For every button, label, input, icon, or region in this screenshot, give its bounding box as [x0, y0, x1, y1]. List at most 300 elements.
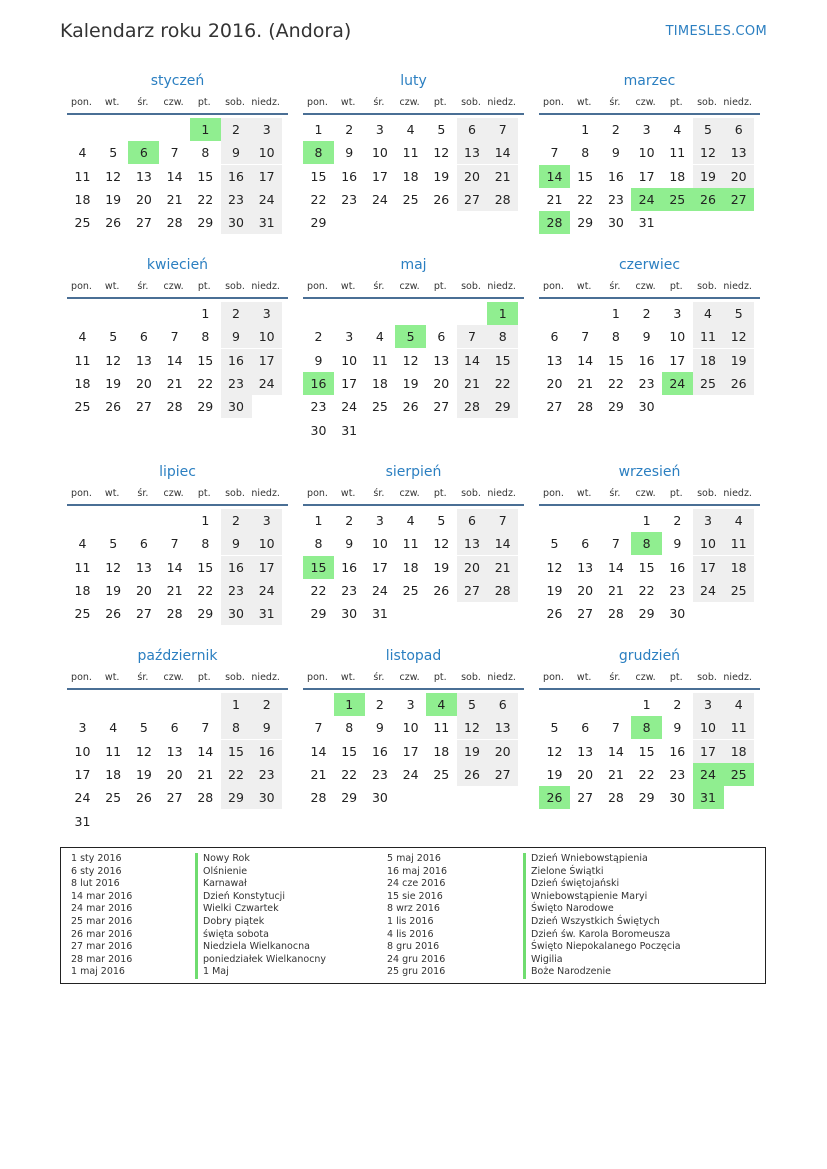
day-cell: 15	[197, 559, 214, 575]
day-cell: 7	[170, 145, 179, 161]
day-cell: 11	[723, 716, 754, 739]
day-cell: 31	[251, 602, 282, 625]
weekday-header: sob.	[461, 672, 481, 683]
day-cell: 15	[638, 743, 655, 759]
day-cell: 13	[546, 352, 563, 368]
weekday-header: niedz.	[251, 97, 280, 108]
legend-date: 27 mar 2016	[71, 941, 133, 953]
day-cell: 28	[197, 790, 214, 806]
day-cell: 26	[433, 191, 450, 207]
day-cell: 13	[577, 559, 594, 575]
day-cell: 26	[723, 372, 754, 395]
day-cell: 29	[197, 399, 214, 415]
day-cell: 13	[135, 559, 152, 575]
day-cell: 9	[221, 532, 252, 555]
month-name: listopad	[385, 648, 442, 664]
weekday-header: pon.	[71, 672, 92, 683]
legend-holiday-name: Boże Narodzenie	[523, 966, 681, 979]
weekday-header: pon.	[71, 97, 92, 108]
day-cell: 13	[135, 352, 152, 368]
legend-date: 24 cze 2016	[387, 878, 446, 890]
legend-holiday-name: Wielki Czwartek	[195, 903, 326, 916]
day-cell: 22	[638, 582, 655, 598]
header-rule	[539, 113, 760, 115]
day-cell: 31	[251, 211, 282, 234]
legend-date: 25 gru 2016	[387, 966, 446, 978]
day-cell: 29	[310, 606, 327, 622]
day-cell: 9	[314, 352, 323, 368]
day-cell: 6	[139, 329, 148, 345]
legend-names-left	[195, 853, 326, 979]
day-cell: 27	[166, 790, 183, 806]
day-cell: 28	[607, 606, 624, 622]
holiday-day-cell: 1	[487, 302, 518, 325]
day-cell: 17	[371, 559, 388, 575]
day-cell: 8	[487, 325, 518, 348]
weekday-header: pt.	[433, 672, 447, 683]
day-cell: 17	[341, 375, 358, 391]
day-cell: 3	[642, 122, 651, 137]
day-cell: 4	[109, 720, 118, 736]
legend-date: 8 wrz 2016	[387, 903, 440, 915]
legend-names-right	[523, 853, 681, 979]
day-cell: 18	[74, 582, 91, 598]
day-cell: 15	[197, 352, 214, 368]
day-cell: 10	[341, 352, 358, 368]
day-cell: 2	[642, 306, 651, 321]
weekday-header: pon.	[307, 281, 328, 292]
day-cell: 10	[638, 145, 655, 161]
day-cell: 30	[607, 215, 624, 231]
day-cell: 22	[577, 191, 594, 207]
day-cell: 19	[105, 375, 122, 391]
legend-holiday-name: 1 Maj	[195, 966, 326, 979]
legend-dates-right	[387, 853, 447, 979]
day-cell: 18	[693, 349, 724, 372]
day-cell: 19	[105, 191, 122, 207]
header-rule	[67, 504, 288, 506]
weekday-header: niedz.	[723, 488, 752, 499]
legend-date: 15 sie 2016	[387, 890, 443, 902]
day-cell: 26	[135, 790, 152, 806]
day-cell: 31	[638, 215, 655, 231]
holiday-day-cell: 28	[539, 211, 570, 234]
day-cell: 21	[457, 372, 488, 395]
day-cell: 16	[607, 168, 624, 184]
day-cell: 19	[693, 165, 724, 188]
day-cell: 18	[105, 766, 122, 782]
day-cell: 18	[669, 168, 686, 184]
day-cell: 4	[723, 509, 754, 532]
legend-holiday-name: Dzień świętojański	[523, 878, 681, 891]
day-cell: 1	[642, 513, 651, 528]
day-cell: 7	[457, 325, 488, 348]
legend-date: 28 mar 2016	[71, 953, 133, 965]
day-cell: 4	[693, 302, 724, 325]
day-cell: 8	[221, 716, 252, 739]
weekday-header: śr.	[609, 281, 621, 292]
day-cell: 11	[371, 352, 388, 368]
day-cell: 7	[170, 536, 179, 552]
day-cell: 14	[166, 352, 183, 368]
header-rule	[303, 688, 524, 690]
day-cell: 13	[577, 743, 594, 759]
day-cell: 3	[345, 329, 354, 345]
day-cell: 26	[105, 215, 122, 231]
header-rule	[539, 297, 760, 299]
holiday-legend	[60, 847, 766, 984]
day-cell: 19	[402, 375, 419, 391]
day-cell: 18	[723, 556, 754, 579]
weekday-header: sob.	[697, 97, 717, 108]
holiday-day-cell: 26	[693, 188, 724, 211]
day-cell: 28	[607, 790, 624, 806]
weekday-header: wt.	[104, 281, 120, 292]
day-cell: 17	[251, 165, 282, 188]
day-cell: 25	[371, 399, 388, 415]
day-cell: 23	[341, 582, 358, 598]
day-cell: 10	[251, 141, 282, 164]
weekday-header: śr.	[609, 488, 621, 499]
legend-date: 6 sty 2016	[71, 865, 122, 877]
holiday-day-cell: 31	[693, 786, 724, 809]
day-cell: 21	[487, 556, 518, 579]
day-cell: 21	[577, 375, 594, 391]
holiday-day-cell: 5	[395, 325, 426, 348]
day-cell: 8	[611, 329, 620, 345]
day-cell: 22	[638, 766, 655, 782]
day-cell: 25	[433, 766, 450, 782]
day-cell: 4	[406, 513, 415, 528]
day-cell: 9	[642, 329, 651, 345]
day-cell: 28	[310, 790, 327, 806]
day-cell: 23	[251, 763, 282, 786]
weekday-header: pon.	[543, 488, 564, 499]
weekday-header: wt.	[340, 97, 356, 108]
day-cell: 15	[487, 349, 518, 372]
day-cell: 14	[487, 141, 518, 164]
day-cell: 11	[74, 168, 91, 184]
day-cell: 26	[105, 399, 122, 415]
day-cell: 16	[221, 349, 252, 372]
day-cell: 19	[135, 766, 152, 782]
day-cell: 14	[457, 349, 488, 372]
weekday-header: wt.	[576, 672, 592, 683]
weekday-header: pt.	[433, 97, 447, 108]
day-cell: 23	[310, 399, 327, 415]
day-cell: 20	[723, 165, 754, 188]
holiday-day-cell: 1	[334, 693, 365, 716]
day-cell: 21	[166, 191, 183, 207]
day-cell: 14	[607, 743, 624, 759]
day-cell: 12	[402, 352, 419, 368]
day-cell: 13	[135, 168, 152, 184]
day-cell: 16	[669, 743, 686, 759]
day-cell: 11	[433, 720, 450, 736]
day-cell: 10	[669, 329, 686, 345]
day-cell: 20	[577, 766, 594, 782]
day-cell: 28	[166, 215, 183, 231]
legend-holiday-name: Nowy Rok	[195, 853, 326, 866]
day-cell: 22	[197, 582, 214, 598]
day-cell: 5	[693, 118, 724, 141]
weekday-header: śr.	[373, 281, 385, 292]
day-cell: 1	[581, 122, 590, 137]
legend-holiday-name: Niedziela Wielkanocna	[195, 941, 326, 954]
weekday-header: pon.	[307, 97, 328, 108]
day-cell: 21	[487, 165, 518, 188]
day-cell: 7	[487, 118, 518, 141]
weekday-header: sob.	[461, 488, 481, 499]
day-cell: 1	[201, 306, 210, 321]
legend-date: 1 sty 2016	[71, 853, 122, 864]
weekday-header: niedz.	[487, 281, 516, 292]
day-cell: 20	[546, 375, 563, 391]
day-cell: 19	[723, 349, 754, 372]
weekday-header: śr.	[609, 672, 621, 683]
legend-holiday-name: święta sobota	[195, 929, 326, 942]
day-cell: 7	[487, 509, 518, 532]
weekday-header: wt.	[576, 488, 592, 499]
day-cell: 9	[611, 145, 620, 161]
day-cell: 3	[375, 513, 384, 528]
day-cell: 16	[371, 743, 388, 759]
brand-link[interactable]: TIMESLES.COM	[665, 24, 767, 39]
day-cell: 25	[74, 215, 91, 231]
holiday-day-cell: 26	[539, 786, 570, 809]
day-cell: 20	[577, 582, 594, 598]
weekday-header: niedz.	[487, 488, 516, 499]
day-cell: 20	[135, 582, 152, 598]
day-cell: 29	[197, 215, 214, 231]
day-cell: 24	[693, 579, 724, 602]
legend-holiday-name: Dzień Wszystkich Świętych	[523, 916, 681, 929]
day-cell: 27	[457, 188, 488, 211]
month-name: kwiecień	[146, 257, 209, 273]
day-cell: 15	[221, 740, 252, 763]
weekday-header: pt.	[433, 488, 447, 499]
day-cell: 25	[402, 191, 419, 207]
holiday-day-cell: 8	[631, 716, 662, 739]
header-rule	[303, 504, 524, 506]
day-cell: 21	[166, 582, 183, 598]
day-cell: 6	[457, 118, 488, 141]
weekday-header: sob.	[225, 97, 245, 108]
weekday-header: wt.	[340, 488, 356, 499]
day-cell: 27	[135, 606, 152, 622]
day-cell: 12	[135, 743, 152, 759]
weekday-header: pon.	[543, 672, 564, 683]
day-cell: 18	[723, 740, 754, 763]
day-cell: 24	[251, 188, 282, 211]
day-cell: 6	[723, 118, 754, 141]
day-cell: 9	[221, 325, 252, 348]
weekday-header: pt.	[197, 488, 211, 499]
day-cell: 22	[197, 375, 214, 391]
day-cell: 23	[638, 375, 655, 391]
day-cell: 15	[638, 559, 655, 575]
day-cell: 2	[221, 509, 252, 532]
day-cell: 20	[166, 766, 183, 782]
day-cell: 3	[251, 509, 282, 532]
weekday-header: pt.	[669, 97, 683, 108]
legend-holiday-name: Święto Narodowe	[523, 903, 681, 916]
day-cell: 22	[197, 191, 214, 207]
day-cell: 27	[577, 606, 594, 622]
month-name: lipiec	[159, 464, 196, 480]
day-cell: 1	[314, 122, 323, 137]
day-cell: 16	[221, 556, 252, 579]
day-cell: 2	[611, 122, 620, 137]
day-cell: 21	[310, 766, 327, 782]
weekday-header: śr.	[609, 97, 621, 108]
day-cell: 6	[487, 693, 518, 716]
day-cell: 24	[74, 790, 91, 806]
day-cell: 17	[251, 349, 282, 372]
legend-holiday-name: Karnawał	[195, 878, 326, 891]
day-cell: 31	[341, 422, 358, 438]
day-cell: 12	[546, 559, 563, 575]
day-cell: 5	[437, 513, 446, 528]
day-cell: 10	[371, 145, 388, 161]
month-name: grudzień	[618, 648, 681, 664]
holiday-day-cell: 24	[662, 372, 693, 395]
day-cell: 5	[139, 720, 148, 736]
day-cell: 9	[251, 716, 282, 739]
day-cell: 26	[433, 582, 450, 598]
day-cell: 22	[310, 582, 327, 598]
day-cell: 26	[457, 763, 488, 786]
weekday-header: wt.	[576, 281, 592, 292]
day-cell: 24	[371, 191, 388, 207]
holiday-day-cell: 15	[303, 556, 334, 579]
day-cell: 2	[345, 513, 354, 528]
weekday-header: pt.	[669, 488, 683, 499]
day-cell: 26	[402, 399, 419, 415]
day-cell: 15	[197, 168, 214, 184]
day-cell: 17	[638, 168, 655, 184]
day-cell: 8	[581, 145, 590, 161]
legend-holiday-name: Wniebowstąpienie Maryi	[523, 891, 681, 904]
weekday-header: czw.	[635, 281, 656, 292]
day-cell: 5	[437, 122, 446, 137]
day-cell: 6	[170, 720, 179, 736]
day-cell: 22	[607, 375, 624, 391]
day-cell: 2	[314, 329, 323, 345]
day-cell: 28	[487, 579, 518, 602]
day-cell: 1	[642, 697, 651, 712]
day-cell: 8	[201, 536, 210, 552]
weekday-header: śr.	[137, 488, 149, 499]
day-cell: 29	[221, 786, 252, 809]
weekday-header: śr.	[137, 281, 149, 292]
day-cell: 10	[74, 743, 91, 759]
day-cell: 15	[607, 352, 624, 368]
day-cell: 14	[166, 168, 183, 184]
day-cell: 29	[577, 215, 594, 231]
legend-date: 4 lis 2016	[387, 928, 434, 940]
month-name: czerwiec	[618, 257, 681, 273]
day-cell: 30	[669, 606, 686, 622]
weekday-header: pt.	[669, 281, 683, 292]
day-cell: 11	[723, 532, 754, 555]
day-cell: 10	[251, 532, 282, 555]
day-cell: 1	[314, 513, 323, 528]
day-cell: 24	[341, 399, 358, 415]
day-cell: 3	[693, 509, 724, 532]
month-name: październik	[137, 648, 218, 664]
day-cell: 30	[251, 786, 282, 809]
day-cell: 11	[74, 559, 91, 575]
weekday-header: niedz.	[487, 97, 516, 108]
day-cell: 25	[105, 790, 122, 806]
day-cell: 12	[105, 559, 122, 575]
weekday-header: wt.	[104, 97, 120, 108]
day-cell: 19	[105, 582, 122, 598]
day-cell: 25	[74, 606, 91, 622]
page-title: Kalendarz roku 2016. (Andora)	[60, 20, 352, 42]
legend-date: 8 gru 2016	[387, 941, 440, 953]
day-cell: 23	[221, 579, 252, 602]
day-cell: 13	[457, 532, 488, 555]
day-cell: 11	[669, 145, 686, 161]
holiday-day-cell: 8	[303, 141, 334, 164]
day-cell: 16	[341, 168, 358, 184]
day-cell: 3	[251, 118, 282, 141]
day-cell: 28	[166, 399, 183, 415]
weekday-header: sob.	[697, 672, 717, 683]
day-cell: 3	[406, 697, 415, 712]
legend-holiday-name: Dzień św. Karola Boromeusza	[523, 929, 681, 942]
day-cell: 2	[345, 122, 354, 137]
day-cell: 3	[78, 720, 87, 736]
day-cell: 3	[375, 122, 384, 137]
holiday-day-cell: 27	[723, 188, 754, 211]
weekday-header: pon.	[307, 488, 328, 499]
day-cell: 7	[170, 329, 179, 345]
day-cell: 15	[577, 168, 594, 184]
weekday-header: czw.	[163, 672, 184, 683]
day-cell: 16	[251, 740, 282, 763]
legend-holiday-name: Dzień Wniebowstąpienia	[523, 853, 681, 866]
day-cell: 31	[74, 813, 91, 829]
day-cell: 2	[221, 302, 252, 325]
day-cell: 30	[221, 211, 252, 234]
day-cell: 22	[487, 372, 518, 395]
weekday-header: czw.	[635, 97, 656, 108]
day-cell: 7	[611, 536, 620, 552]
weekday-header: sob.	[225, 488, 245, 499]
day-cell: 13	[433, 352, 450, 368]
day-cell: 29	[310, 215, 327, 231]
day-cell: 18	[371, 375, 388, 391]
day-cell: 6	[550, 329, 559, 345]
day-cell: 25	[693, 372, 724, 395]
day-cell: 14	[310, 743, 327, 759]
day-cell: 13	[166, 743, 183, 759]
day-cell: 7	[550, 145, 559, 161]
day-cell: 30	[669, 790, 686, 806]
weekday-header: czw.	[163, 97, 184, 108]
day-cell: 5	[109, 536, 118, 552]
day-cell: 21	[607, 582, 624, 598]
day-cell: 17	[371, 168, 388, 184]
day-cell: 5	[550, 536, 559, 552]
day-cell: 9	[375, 720, 384, 736]
day-cell: 16	[341, 559, 358, 575]
day-cell: 27	[487, 763, 518, 786]
legend-dates-left	[71, 853, 132, 979]
